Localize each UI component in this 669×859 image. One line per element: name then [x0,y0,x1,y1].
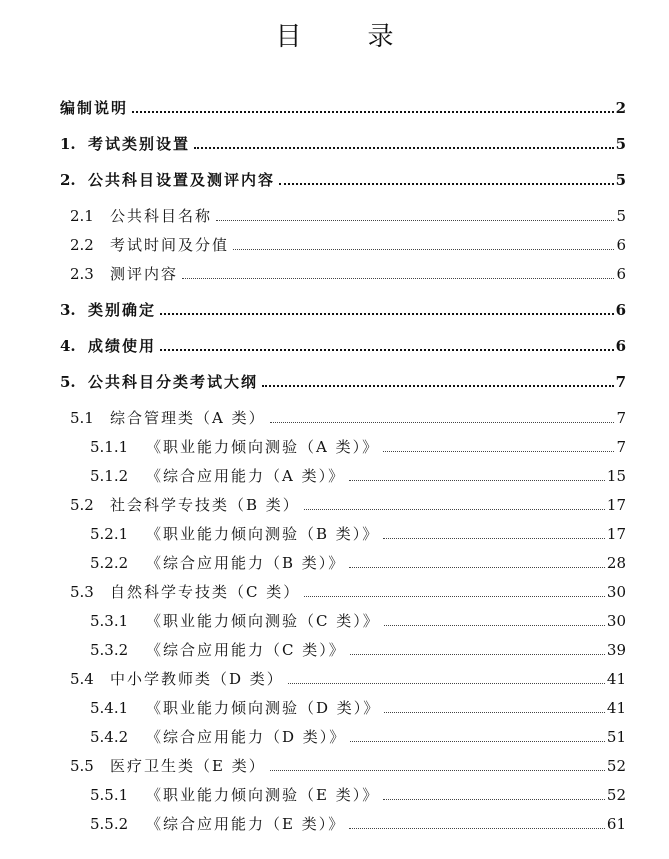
toc-leader-dots [270,770,605,771]
toc-entry[interactable] [60,725,626,747]
toc-leader-dots [349,480,605,481]
toc-leader-dots [216,220,614,221]
toc-entry-label [60,134,190,154]
toc-entry-page: 61 [606,815,626,833]
toc-entry-number: 4. [60,337,76,355]
toc-leader-dots [383,451,614,452]
toc-entry-number: 5.4.1 [90,699,129,717]
toc-entry-page: 6 [616,265,626,283]
toc-entry[interactable] [60,609,626,631]
toc-entry-label [60,300,156,320]
toc-entry-page: 6 [615,301,626,319]
toc-entry-label [70,495,300,515]
toc-entry-label [70,408,266,428]
toc-entry-text: 《综合应用能力（D 类）》 [146,728,347,746]
toc-entry-number: 5.4 [70,670,94,688]
toc-entry[interactable] [60,580,626,602]
toc-leader-dots [194,147,614,149]
toc-entry[interactable] [60,638,626,660]
toc-entry-label [60,170,275,190]
toc-leader-dots [384,625,605,626]
toc-entry-page: 52 [606,786,626,804]
toc-entry[interactable] [60,406,626,428]
toc-leader-dots [132,111,614,113]
toc-entry-label [90,640,346,660]
toc-entry-page: 5 [616,207,626,225]
toc-entry[interactable] [60,96,626,118]
toc-leader-dots [233,249,614,250]
toc-leader-dots [160,313,614,315]
toc-entry-text: 公共科目分类考试大纲 [88,373,259,391]
toc-entry-label [70,669,284,689]
toc-entry-label [60,336,156,356]
toc-entry-text: 医疗卫生类（E 类） [110,757,266,775]
toc-entry-label [90,553,345,573]
toc-leader-dots [350,654,605,655]
toc-entry-number: 5.1.1 [90,438,129,456]
toc-leader-dots [182,278,614,279]
toc-entry-number: 3. [60,301,76,319]
toc-entry-number: 2. [60,171,76,189]
toc-leader-dots [383,538,605,539]
toc-entry-page: 51 [606,728,626,746]
toc-entry-label [60,98,128,118]
toc-entry-text: 《职业能力倾向测验（D 类）》 [146,699,381,717]
toc-leader-dots [349,828,605,829]
toc-leader-dots [288,683,605,684]
toc-entry[interactable] [60,696,626,718]
page-title-char-2: 录 [367,22,394,52]
toc-entry-text: 《职业能力倾向测验（A 类）》 [146,438,380,456]
toc-entry-page: 17 [606,496,626,514]
toc-leader-dots [350,741,605,742]
toc-entry-page: 6 [615,337,626,355]
toc-entry-text: 《综合应用能力（B 类）》 [146,554,346,572]
toc-entry-text: 综合管理类（A 类） [110,409,266,427]
toc-entry[interactable] [60,522,626,544]
toc-entry-text: 测评内容 [110,265,179,283]
toc-entry-text: 考试时间及分值 [110,236,230,254]
toc-entry-page: 17 [606,525,626,543]
toc-entry[interactable] [60,233,626,255]
toc-entry-text: 类别确定 [88,301,157,319]
toc-entry-label [60,372,258,392]
toc-entry-number: 5.2.1 [90,525,129,543]
toc-leader-dots [270,422,615,423]
toc-entry[interactable] [60,168,626,190]
toc-entry-text: 公共科目名称 [110,207,213,225]
toc-entry-text: 编制说明 [60,99,129,117]
toc-leader-dots [384,712,605,713]
toc-entry-number: 1. [60,135,76,153]
toc-entry-number: 5.2.2 [90,554,129,572]
toc-leader-dots [349,567,605,568]
toc-entry-number: 2.3 [70,265,94,283]
toc-entry-label [90,524,379,544]
toc-entry-page: 7 [616,438,626,456]
toc-entry[interactable] [60,783,626,805]
page-title-char-1: 目 [275,22,302,52]
toc-entry-number: 5.5.1 [90,786,129,804]
toc-entry-label [70,756,266,776]
toc-entry-page: 7 [616,409,626,427]
toc-leader-dots [383,799,605,800]
toc-entry[interactable] [60,435,626,457]
toc-entry-number: 5.1.2 [90,467,129,485]
toc-entry-page: 2 [615,99,626,117]
toc-entry-label [90,466,345,486]
toc-entry-label [90,698,380,718]
toc-entry-text: 中小学教师类（D 类） [110,670,284,688]
toc-entry[interactable] [60,132,626,154]
toc-entry-number: 5.2 [70,496,94,514]
toc-entry-page: 7 [615,373,626,391]
toc-leader-dots [279,183,614,185]
toc-entry-number: 5.3.1 [90,612,129,630]
toc-entry-number: 5. [60,373,76,391]
toc-entry-text: 《职业能力倾向测验（B 类）》 [146,525,380,543]
toc-leader-dots [160,349,614,351]
toc-entry[interactable] [60,812,626,834]
toc-entry-page: 15 [606,467,626,485]
toc-entry-page: 41 [606,670,626,688]
toc-entry-label [70,235,229,255]
toc-entry-text: 《综合应用能力（A 类）》 [146,467,346,485]
toc-entry-page: 30 [606,612,626,630]
toc-entry-label [90,611,380,631]
toc-entry-text: 《综合应用能力（E 类）》 [146,815,346,833]
toc-entry-number: 5.4.2 [90,728,129,746]
toc-entry-text: 社会科学专技类（B 类） [110,496,300,514]
toc-entry-number: 5.3.2 [90,641,129,659]
toc-entry[interactable] [60,298,626,320]
toc-entry-page: 39 [606,641,626,659]
toc-entry[interactable] [60,334,626,356]
toc-entry-text: 《职业能力倾向测验（C 类）》 [146,612,380,630]
toc-entry-text: 《综合应用能力（C 类）》 [146,641,346,659]
toc-entry-page: 28 [606,554,626,572]
toc-entry[interactable] [60,464,626,486]
toc-leader-dots [304,596,605,597]
toc-entry-label [70,264,178,284]
toc-entry-label [70,582,300,602]
toc-entry-number: 5.3 [70,583,94,601]
toc-entry-number: 5.5.2 [90,815,129,833]
toc-entry-label [90,814,345,834]
toc-entry[interactable] [60,493,626,515]
toc-entry-text: 《职业能力倾向测验（E 类）》 [146,786,380,804]
toc-entry-page: 6 [616,236,626,254]
toc-entry[interactable] [60,754,626,776]
toc-entry-page: 5 [615,171,626,189]
toc-entry-number: 5.1 [70,409,94,427]
toc-entry-number: 5.5 [70,757,94,775]
toc-entry[interactable] [60,370,626,392]
page-title [0,16,669,53]
toc-entry-page: 30 [606,583,626,601]
toc-entry-number: 2.2 [70,236,94,254]
toc-entry-text: 公共科目设置及测评内容 [88,171,276,189]
toc-entry[interactable] [60,667,626,689]
toc-entry-label [90,437,379,457]
toc-entry-label [70,206,212,226]
toc-entry-label [90,785,379,805]
toc-entry[interactable] [60,204,626,226]
toc-entry-label [90,727,346,747]
toc-entry[interactable] [60,262,626,284]
toc-entry-text: 自然科学专技类（C 类） [110,583,301,601]
toc-entry-text: 考试类别设置 [88,135,191,153]
toc-entry-page: 41 [606,699,626,717]
toc-entry-text: 成绩使用 [88,337,157,355]
toc-entry-number: 2.1 [70,207,94,225]
toc-leader-dots [262,385,614,387]
toc-entry[interactable] [60,551,626,573]
toc-entry-page: 5 [615,135,626,153]
toc-entry-page: 52 [606,757,626,775]
toc-leader-dots [304,509,605,510]
